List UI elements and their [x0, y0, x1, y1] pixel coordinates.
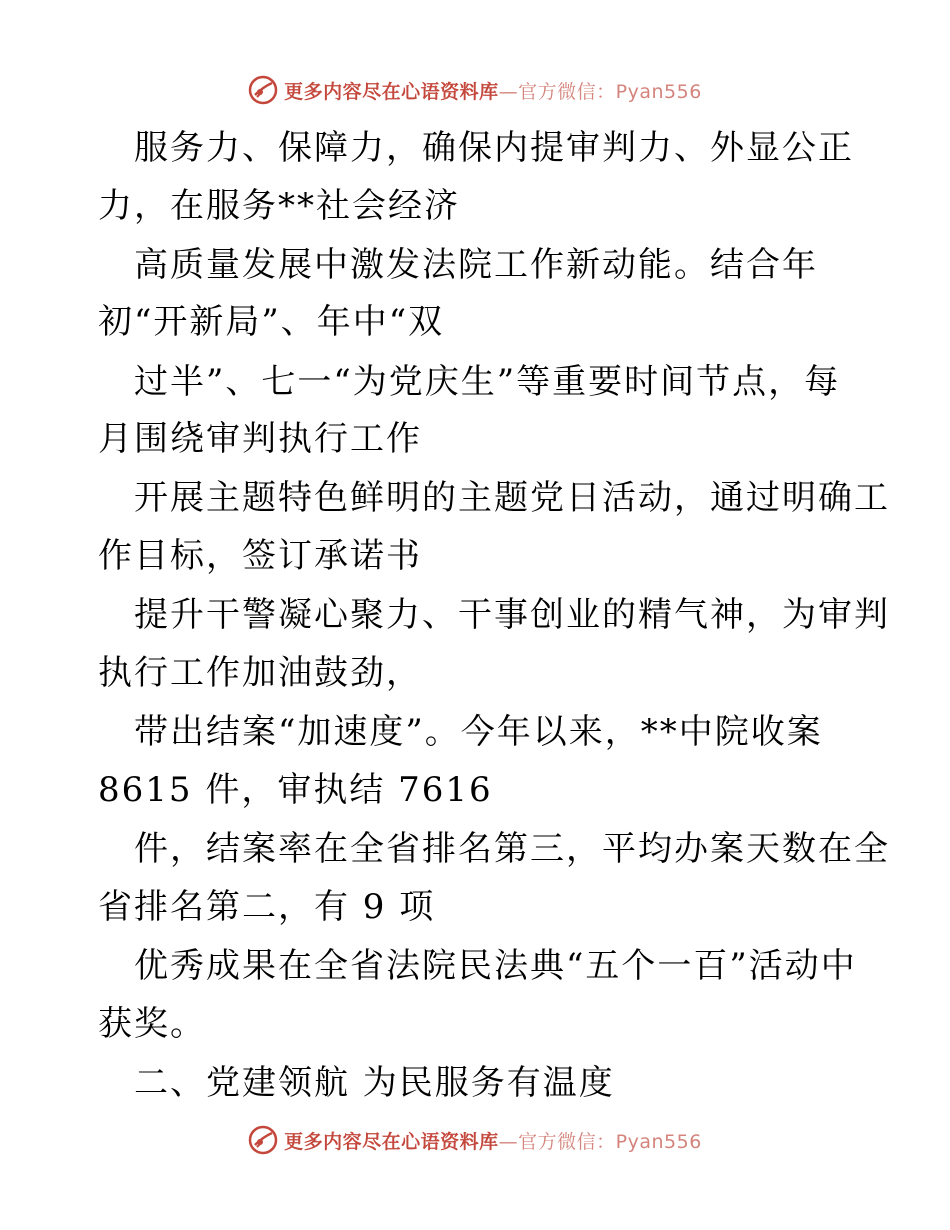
text-line: 执行工作加油鼓劲，	[98, 653, 422, 693]
text-line: 获奖。	[98, 1004, 206, 1044]
text-line: 高质量发展中激发法院工作新动能。结合年	[134, 245, 818, 285]
watermark-text-strong: 更多内容尽在心语资料库	[284, 1130, 499, 1153]
text-line: 带出结案“加速度”。今年以来，**中院收案	[134, 712, 823, 752]
watermark-text-strong: 更多内容尽在心语资料库	[284, 80, 499, 103]
text-line: 件，结案率在全省排名第三，平均办案天数在全	[134, 829, 890, 869]
text-line: 过半”、七一“为党庆生”等重要时间节点，每	[134, 362, 841, 402]
text-line: 月围绕审判执行工作	[98, 419, 422, 459]
text-line: 作目标，签订承诺书	[98, 536, 422, 576]
watermark-text-rest: —官方微信：Pyan556	[498, 80, 702, 103]
text-line: 服务力、保障力，确保内提审判力、外显公正	[134, 128, 854, 168]
watermark-footer	[0, 1120, 950, 1160]
watermark-text	[284, 1127, 702, 1154]
text-line: 力，在服务**社会经济	[98, 186, 460, 226]
watermark-text-rest: —官方微信：Pyan556	[498, 1130, 702, 1153]
text-line: 优秀成果在全省法院民法典“五个一百”活动中	[134, 946, 857, 986]
text-line: 提升干警凝心聚力、干事创业的精气神，为审判	[134, 595, 890, 635]
text-line: 省排名第二，有 9 项	[98, 887, 436, 927]
text-line: 8615 件，审执结 7616	[98, 770, 493, 810]
section-heading: 二、党建领航 为民服务有温度	[134, 1063, 615, 1103]
book-quill-logo-icon	[248, 1125, 278, 1155]
text-line: 初“开新局”、年中“双	[98, 302, 445, 342]
text-line: 开展主题特色鲜明的主题党日活动，通过明确工	[134, 478, 890, 518]
